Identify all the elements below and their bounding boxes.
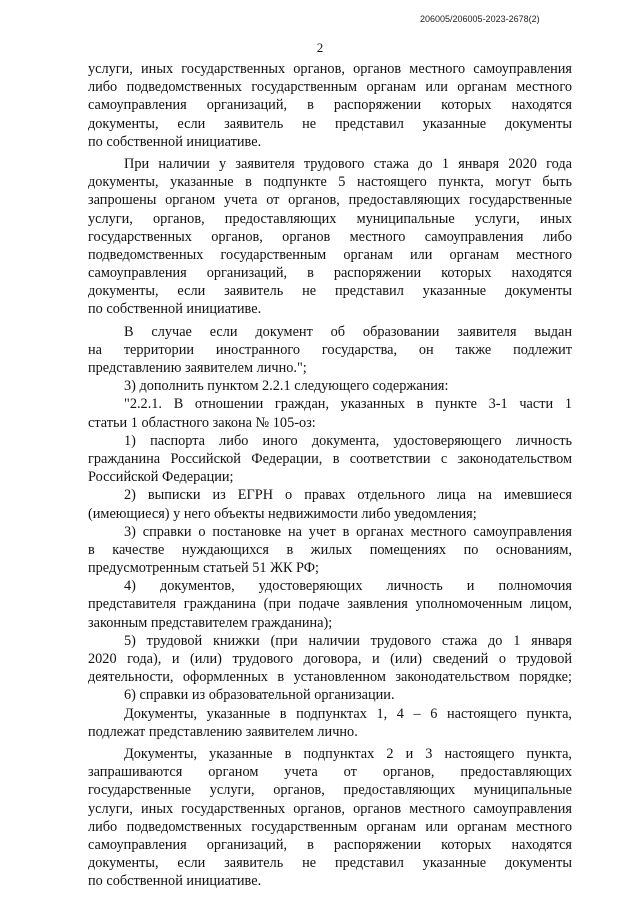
text-line: по собственной инициативе. [88,301,262,318]
text-line: Документы, указанные в подпунктах 1, 4 – 6 настоящего пункта, [124,705,572,722]
text-line: самоуправления организаций, в распоряжении которых находятся [88,97,572,114]
text-line: 5) трудовой книжки (при наличии трудового стажа до 1 января [124,632,572,649]
text-line: (имеющиеся) у него объекты недвижимости либо уведомления; [88,505,477,522]
text-line: подведомственных государственным органам или органам местного [88,246,572,263]
text-line: 4) документов, удостоверяющих личность и полномочия [124,578,572,595]
text-line: гражданина Российской Федерации, в соответствии с законодательством [88,450,572,467]
text-line: 3) справки о постановке на учет в органах местного самоуправления [124,523,572,540]
text-line: представлению заявителем лично."; [88,360,307,376]
text-line: 2020 года), и (или) трудового договора, и (или) сведений о трудовой [88,651,572,667]
text-line: предусмотренным статьей 51 ЖК РФ; [88,560,320,577]
text-line: по собственной инициативе. [88,133,262,150]
text-line: запрошены органом учета от органов, предоставляющих государственные [88,192,572,209]
text-line: документы, если заявитель не представил указанные документы [88,283,572,300]
text-line: либо подведомственных государственным органам или органам местного [88,818,572,835]
document-id: 206005/206005-2023-2678(2) [420,14,540,24]
text-line: Российской Федерации; [88,469,234,486]
text-line: При наличии у заявителя трудового стажа до 1 января 2020 года [124,155,572,172]
text-line: статьи 1 областного закона № 105-оз: [88,414,316,431]
text-line: запрашиваются органом учета от органов, предоставляющих [88,764,572,781]
text-line: 2) выписки из ЕГРН о правах отдельного лица на имевшиеся [124,487,572,504]
text-line: государственные услуги, органов, предоставляющих муниципальные [88,782,572,799]
page-number: 2 [316,40,324,55]
text-line: государственных органов, органов местного самоуправления либо [88,228,572,245]
text-line: в качестве нуждающихся в жилых помещениях по основаниям, [88,541,572,558]
text-line: документы, указанные в подпункте 5 настоящего пункта, могут быть [88,174,572,191]
text-line: самоуправления организаций, в распоряжении которых находятся [88,836,572,853]
text-line: самоуправления организаций, в распоряжении которых находятся [88,265,572,282]
text-line: 1) паспорта либо иного документа, удостоверяющего личность [124,432,572,449]
text-line: деятельности, оформленных в установленном законодательством порядке; [88,669,572,686]
text-line: Документы, указанные в подпунктах 2 и 3 настоящего пункта, [124,745,572,762]
text-line: документы, если заявитель не представил указанные документы [88,855,572,872]
text-line: документы, если заявитель не представил указанные документы [88,115,572,132]
text-line: услуги, иных государственных органов, органов местного самоуправления [88,61,572,77]
text-line: подлежат представлению заявителем лично. [88,723,358,740]
text-line: представителя гражданина (при подаче заявления уполномоченным лицом, [88,596,572,613]
text-line: 6) справки из образовательной организации. [124,687,395,704]
text-line: на территории иностранного государства, он также подлежит [88,341,572,358]
text-line: законным представителем гражданина); [88,614,333,631]
document-body [88,60,572,890]
text-line: услуги, органов, предоставляющих муниципальные услуги, иных [88,210,572,227]
text-line: по собственной инициативе. [88,873,262,890]
text-line: либо подведомственных государственным органам или органам местного [88,79,572,96]
text-line: 3) дополнить пунктом 2.2.1 следующего содержания: [124,378,449,395]
text-line: услуги, иных государственных органов, органов местного самоуправления [88,800,572,817]
text-line: В случае если документ об образовании заявителя выдан [124,323,572,340]
text-line: "2.2.1. В отношении граждан, указанных в пункте 3-1 части 1 [124,396,572,413]
